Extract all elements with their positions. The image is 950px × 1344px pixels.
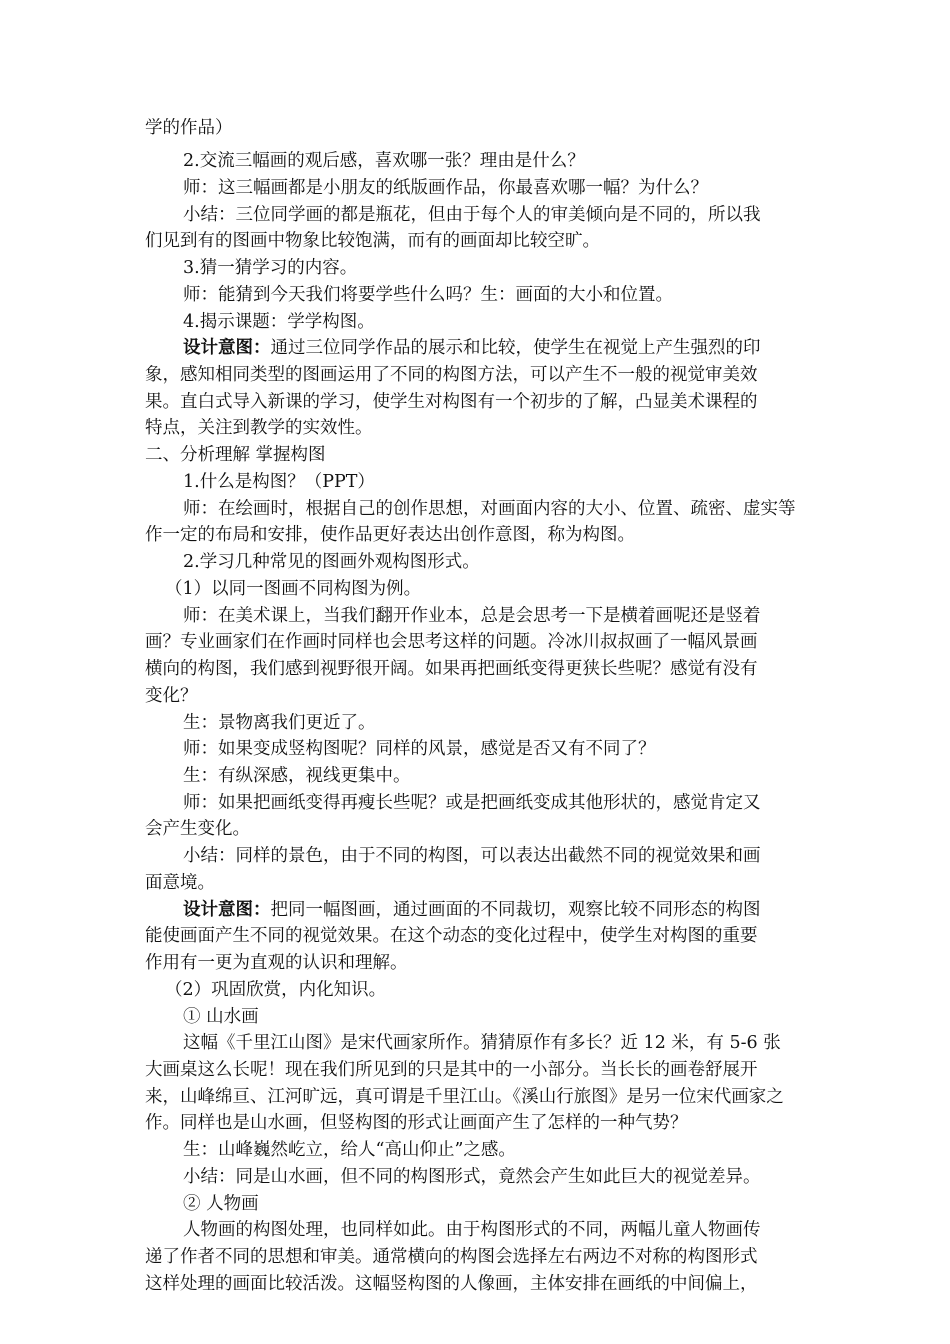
text-line: 能使画面产生不同的视觉效果。在这个动态的变化过程中，使学生对构图的重要 (145, 926, 758, 946)
text-line: 特点，关注到教学的实效性。 (145, 418, 373, 438)
text-line: 师：在美术课上，当我们翻开作业本，总是会思考一下是横着画呢还是竖着 (183, 606, 761, 626)
text-line (183, 897, 761, 923)
text-line: 横向的构图，我们感到视野很开阔。如果再把画纸变得更狭长些呢？感觉有没有 (145, 659, 758, 679)
text-line: 作用有一更为直观的认识和理解。 (145, 953, 408, 973)
text-line: 会产生变化。 (145, 819, 250, 839)
design-intent-label: 设计意图： (183, 338, 271, 358)
text-line: 大画桌这么长呢！现在我们所见到的只是其中的一小部分。当长长的画卷舒展开 (145, 1060, 758, 1080)
text-line: 小结：同样的景色，由于不同的构图，可以表达出截然不同的视觉效果和画 (183, 846, 761, 866)
text-line: 师：在绘画时，根据自己的创作思想，对画面内容的大小、位置、疏密、虚实等 (183, 499, 796, 519)
text-line: 这样处理的画面比较活泼。这幅竖构图的人像画，主体安排在画纸的中间偏上， (145, 1274, 758, 1294)
text-line: 师：能猜到今天我们将要学些什么吗？生：画面的大小和位置。 (183, 285, 673, 305)
text-line: 们见到有的图画中物象比较饱满，而有的画面却比较空旷。 (145, 231, 600, 251)
text-line: 1.什么是构图？（PPT） (183, 472, 375, 492)
design-intent-label: 设计意图： (183, 900, 271, 920)
text-line: 来，山峰绵亘、江河旷远，真可谓是千里江山。《溪山行旅图》是另一位宋代画家之 (145, 1087, 784, 1107)
text-line: 生：景物离我们更近了。 (183, 713, 376, 733)
text-line: 人物画的构图处理，也同样如此。由于构图形式的不同，两幅儿童人物画传 (183, 1220, 761, 1240)
text-line: 递了作者不同的思想和审美。通常横向的构图会选择左右两边不对称的构图形式 (145, 1247, 758, 1267)
text-line: 果。直白式导入新课的学习，使学生对构图有一个初步的了解，凸显美术课程的 (145, 392, 758, 412)
text-line: 小结：三位同学画的都是瓶花，但由于每个人的审美倾向是不同的，所以我 (183, 205, 761, 225)
text-line: 4.揭示课题：学学构图。 (183, 312, 375, 332)
section-heading: 二、分析理解 掌握构图 (145, 445, 326, 465)
text-line: 学的作品） (145, 118, 233, 138)
text-line: 师：这三幅画都是小朋友的纸版画作品，你最喜欢哪一幅？为什么？ (183, 178, 708, 198)
text-line: 3.猜一猜学习的内容。 (183, 258, 358, 278)
text-line: （2）巩固欣赏，内化知识。 (165, 980, 387, 1000)
text-line: 作一定的布局和安排，使作品更好表达出创作意图，称为构图。 (145, 525, 635, 545)
text-line: 这幅《千里江山图》是宋代画家所作。猜猜原作有多长？近 12 米，有 5-6 张 (183, 1033, 781, 1053)
text-line: 2.交流三幅画的观后感，喜欢哪一张？理由是什么？ (183, 151, 585, 171)
text-line: 画？专业画家们在作画时同样也会思考这样的问题。冷冰川叔叔画了一幅风景画 (145, 632, 758, 652)
text-line (183, 335, 761, 361)
text-line: ① 山水画 (183, 1007, 259, 1027)
text-run: 通过三位同学作品的展示和比较，使学生在视觉上产生强烈的印 (270, 338, 761, 358)
text-line: 小结：同是山水画，但不同的构图形式，竟然会产生如此巨大的视觉差异。 (183, 1167, 761, 1187)
text-line: 面意境。 (145, 873, 215, 893)
text-line: 象，感知相同类型的图画运用了不同的构图方法，可以产生不一般的视觉审美效 (145, 365, 758, 385)
text-line: （1）以同一图画不同构图为例。 (165, 579, 422, 599)
text-run: 把同一幅图画，通过画面的不同裁切，观察比较不同形态的构图 (270, 900, 761, 920)
text-line: 2.学习几种常见的图画外观构图形式。 (183, 552, 480, 572)
text-line: ② 人物画 (183, 1194, 259, 1214)
text-line: 师：如果变成竖构图呢？同样的风景，感觉是否又有不同了？ (183, 739, 656, 759)
text-line: 变化？ (145, 686, 198, 706)
text-line: 师：如果把画纸变得再瘦长些呢？或是把画纸变成其他形状的，感觉肯定又 (183, 793, 761, 813)
text-line: 生：有纵深感，视线更集中。 (183, 766, 411, 786)
text-line: 生：山峰巍然屹立，给人“高山仰止”之感。 (183, 1140, 516, 1160)
text-line: 作。同样也是山水画，但竖构图的形式让画面产生了怎样的一种气势？ (145, 1113, 688, 1133)
